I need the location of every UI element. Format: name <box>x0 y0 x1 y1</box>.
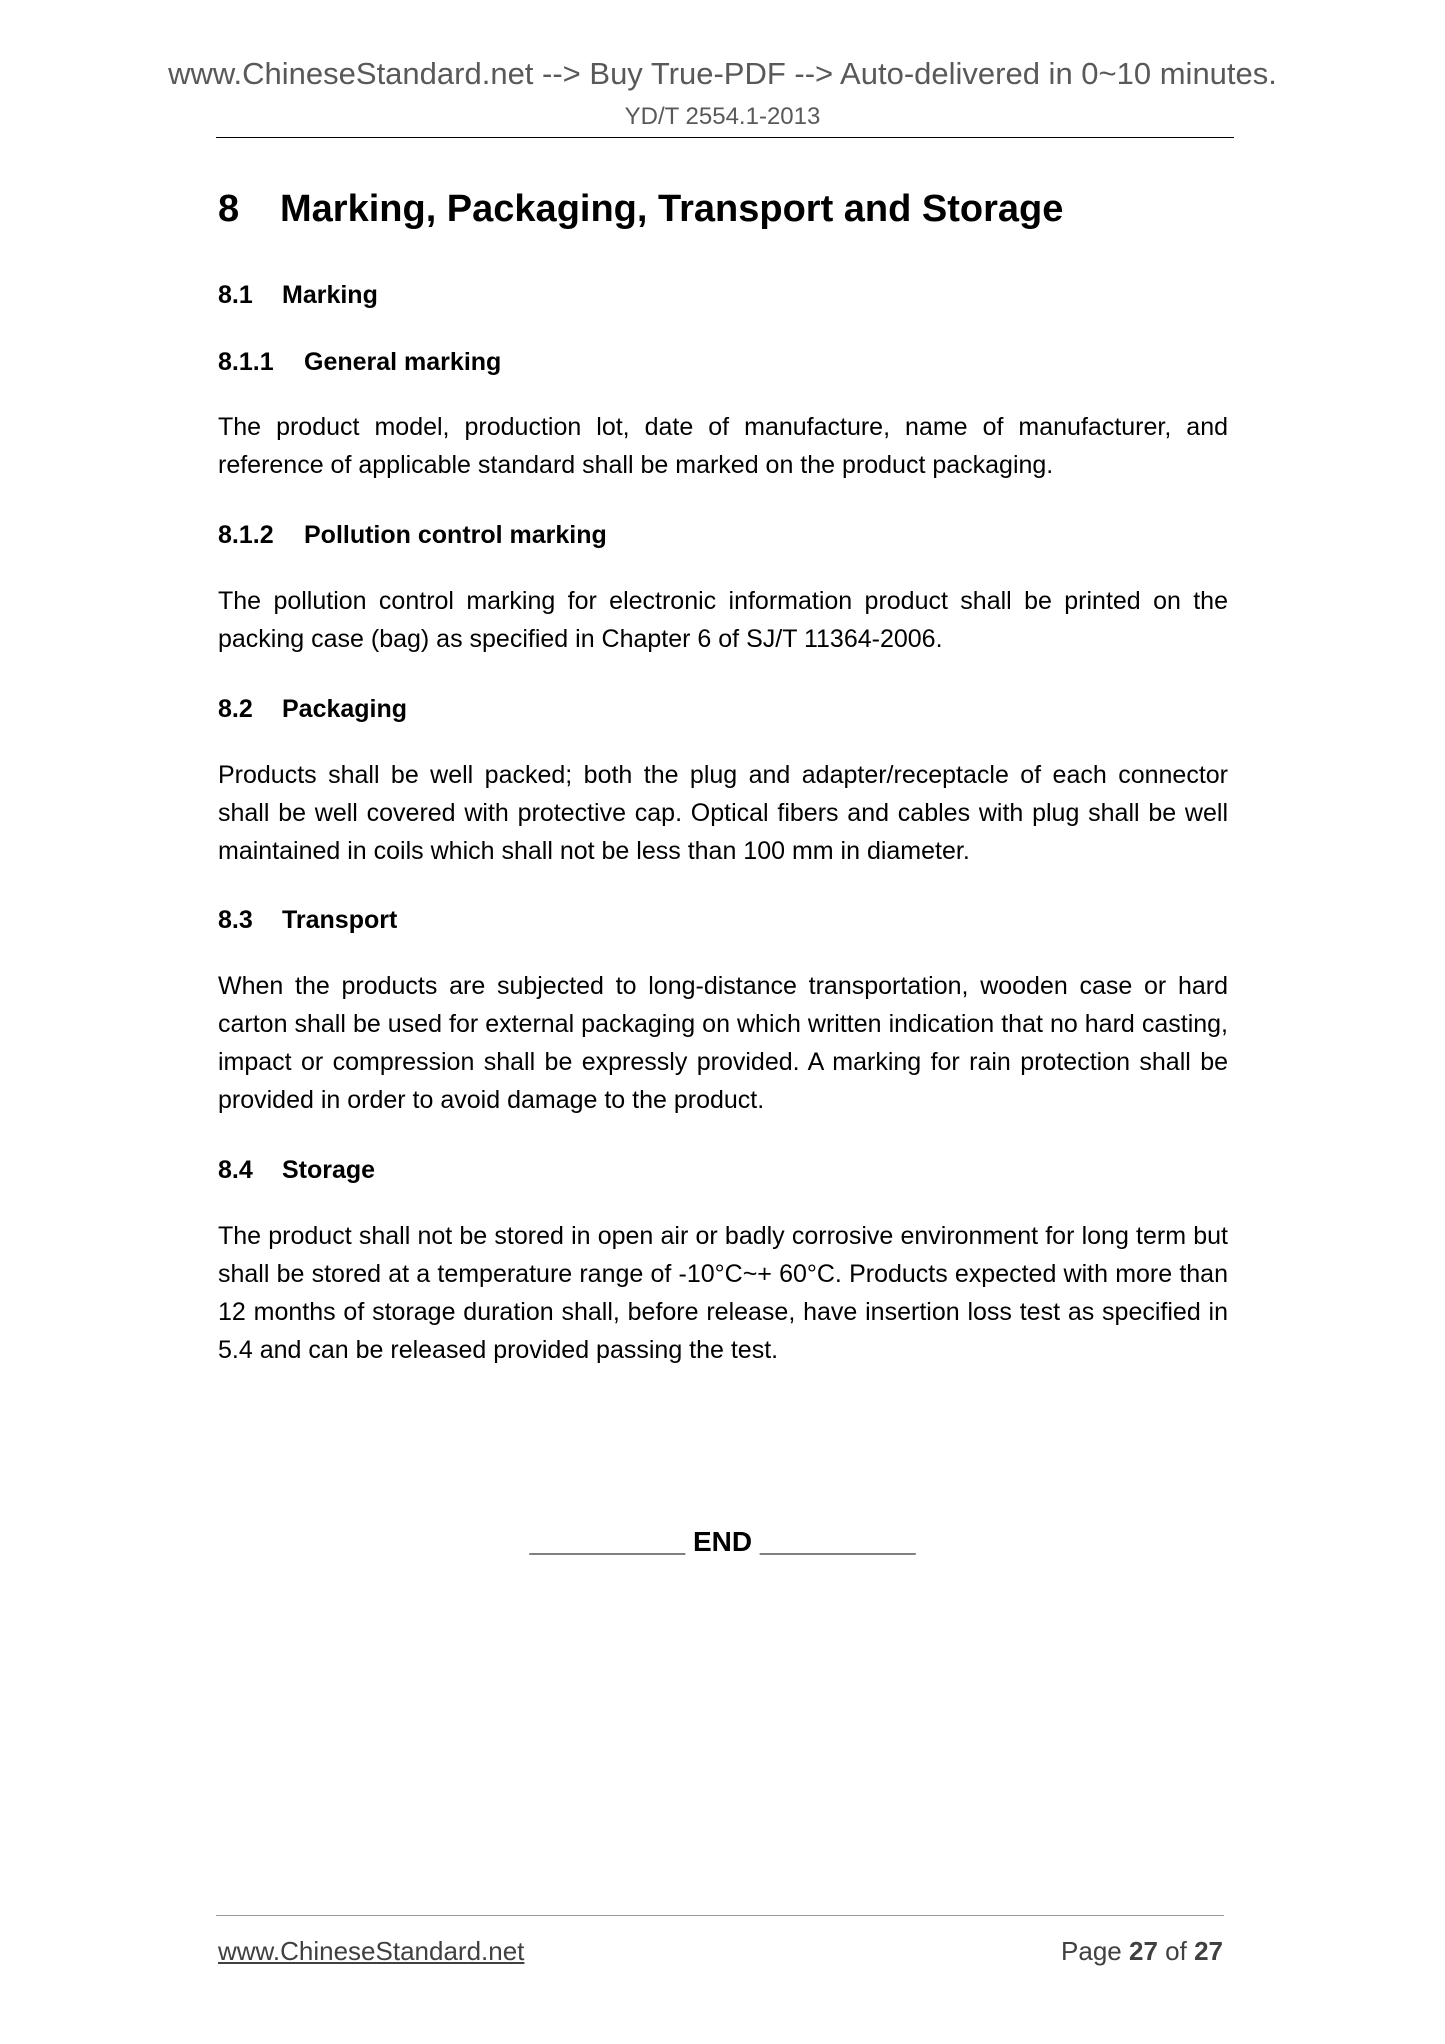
section-title: Packaging <box>282 695 408 723</box>
page-label: Page <box>1061 1936 1122 1966</box>
section-heading-8-1-1 <box>218 350 501 375</box>
page-of-label: of <box>1165 1936 1187 1966</box>
section-number: 8.1 <box>218 281 253 309</box>
section-title: Pollution control marking <box>304 521 607 549</box>
section-number: 8.1.2 <box>218 521 274 549</box>
page-number <box>1061 1938 1223 1964</box>
paragraph-packaging: Products shall be well packed; both the plug and adapter/receptacle of each connector shall be well covered with protective cap. Optical fibers and cables with plug shall be well maintained in coils which shall not be less than 100 mm in diameter. <box>218 761 1228 865</box>
header-divider <box>216 137 1234 138</box>
paragraph-transport: When the products are subjected to long-distance transportation, wooden case or hard carton shall be used for external packaging on which written indication that no hard casting, impact or compression shall be expressly provided. A marking for rain protection shall be provided in order to avoid damage to the product. <box>218 972 1228 1114</box>
section-title: Storage <box>282 1156 376 1184</box>
section-number: 8.3 <box>218 906 253 934</box>
chapter-title: Marking, Packaging, Transport and Storage <box>280 188 1064 230</box>
section-heading-8-4 <box>218 1158 375 1183</box>
chapter-heading <box>218 190 1063 228</box>
section-number: 8.1.1 <box>218 348 274 376</box>
paragraph-pollution-control: The pollution control marking for electronic information product shall be printed on the packing case (bag) as specified in Chapter 6 of SJ/T 11364-2006. <box>218 587 1228 653</box>
chapter-number: 8 <box>218 188 240 230</box>
section-title: Transport <box>282 906 398 934</box>
standard-code: YD/T 2554.1-2013 <box>624 103 821 130</box>
paragraph-storage: The product shall not be stored in open air or badly corrosive environment for long term but shall be stored at a temperature range of -10°C~+ 60°C. Products expected with more than 12 months of storage duration shall, before release, have insertion loss test as specified in 5.4 and can be released provided passing the test. <box>218 1222 1228 1364</box>
section-number: 8.2 <box>218 695 253 723</box>
section-title: General marking <box>304 348 502 376</box>
page-total: 27 <box>1194 1936 1223 1966</box>
section-heading-8-1 <box>218 283 378 308</box>
section-heading-8-2 <box>218 697 407 722</box>
section-heading-8-1-2 <box>218 523 607 548</box>
footer-divider <box>216 1915 1224 1916</box>
footer-website-link[interactable]: www.ChineseStandard.net <box>218 1936 525 1966</box>
section-heading-8-3 <box>218 908 397 933</box>
end-of-document-mark: __________ END __________ <box>529 1526 916 1557</box>
section-number: 8.4 <box>218 1156 253 1184</box>
source-banner: www.ChineseStandard.net --> Buy True-PDF --> Auto-delivered in 0~10 minutes. <box>168 56 1277 91</box>
section-title: Marking <box>282 281 378 309</box>
page-current: 27 <box>1129 1936 1158 1966</box>
paragraph-general-marking: The product model, production lot, date of manufacture, name of manufacturer, and reference of applicable standard shall be marked on the product packaging. <box>218 413 1228 479</box>
